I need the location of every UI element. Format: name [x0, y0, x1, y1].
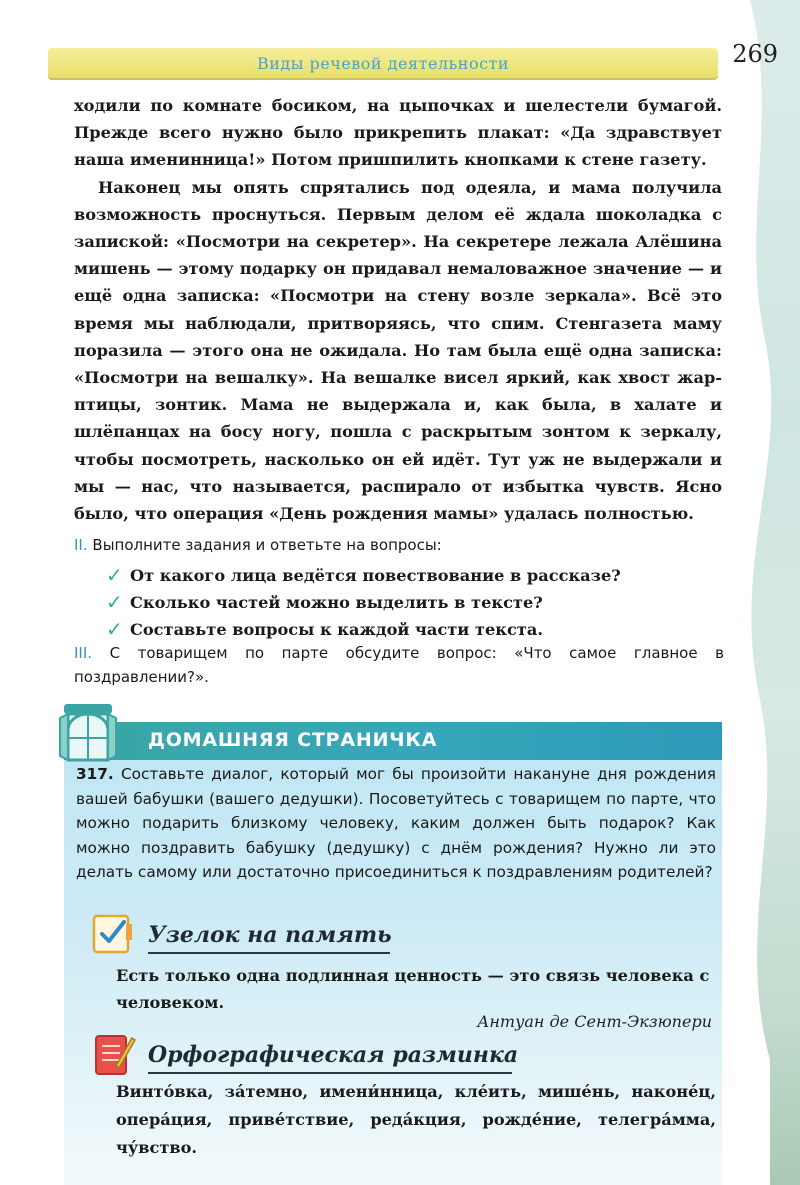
- exercise-317: [76, 762, 716, 885]
- story-paragraph: Наконец мы опять спрятались под одеяла, и мама получила возможность проснуться. Первым делом её ждала шоколадка с запиской: «Посмотри на секретер». На секретере лежала Алёшина мишень — этому подарку он придавал немаловажное значение — и ещё одна записка: «Посмотри на стену возле зеркала». Всё это время мы наблюдали, притворяясь, что спим. Стенгазета маму поразила — этого она не ожидала. Но там была ещё одна записка: «Посмотри на вешалку». На вешалке висел яркий, как хвост жар-птицы, зонтик. Мама не выдержала и, как была, в халате и шлёпанцах на босу ногу, пошла с раскрытым зонтом к зеркалу, чтобы посмотреть, насколько он ей идёт. Тут уж не выдержали и мы — нас, что называется, распирало от избытка чувств. Ясно было, что операция «День рождения мамы» удалась полностью.: [74, 177, 722, 524]
- checkmark-icon: ✓: [106, 563, 123, 587]
- ortho-word-list: Винто́вка, за́темно, имени́нница, кле́ить, мише́нь, наконе́ц, опера́ция, приве́тствие, реда́кция, рожде́ние, телегра́мма, чу́вство.: [116, 1082, 716, 1157]
- home-section-title: ДОМАШНЯЯ СТРАНИЧКА: [148, 729, 438, 751]
- section-header-title: Виды речевой деятельности: [256, 54, 510, 73]
- memory-section-title: Узелок на память: [148, 922, 392, 948]
- question-text: Составьте вопросы к каждой части текста.: [130, 620, 543, 639]
- checkmark-icon: ✓: [106, 590, 123, 614]
- task-3-numeral: III.: [74, 644, 93, 662]
- task-3-instruction: [74, 641, 724, 689]
- list-item: [106, 562, 706, 589]
- section-header-bar: [48, 48, 718, 78]
- exercise-number: 317.: [76, 765, 114, 783]
- task-2-text: Выполните задания и ответьте на вопросы:: [92, 536, 442, 554]
- memory-quote: Есть только одна подлинная ценность — это связь человека с человеком.: [116, 966, 710, 1012]
- story-paragraph: ходили по комнате босиком, на цыпочках и шелестели бумагой. Прежде всего нужно было прикрепить плакат: «Да здравствует наша именинница!» Потом пришпилить кнопками к стене газету.: [74, 96, 722, 170]
- checkmark-icon: ✓: [106, 617, 123, 641]
- exercise-text: Составьте диалог, который мог бы произойти накануне дня рождения вашей бабушки (вашего дедушки). Посоветуйтесь с товарищем по парте, что можно подарить близкому человеку, каким должен быть подарок? Как можно поздравить бабушку (дедушку) с днём рождения? Нужно ли это делать самому или достаточно присоединиться к поздравлениям родителей?: [76, 765, 716, 881]
- quote-author: Антуан де Сент-Экзюпери: [477, 1012, 712, 1031]
- page-number: 269: [732, 40, 778, 68]
- section-underline: [148, 1072, 512, 1074]
- notebook-check-icon: [90, 910, 136, 956]
- story-text: [74, 92, 722, 527]
- task-2-instruction: [74, 534, 724, 556]
- question-list: [106, 562, 706, 643]
- home-section-banner: [64, 722, 722, 760]
- list-item: [106, 616, 706, 643]
- question-text: От какого лица ведётся повествование в рассказе?: [130, 566, 621, 585]
- ortho-section-title: Орфографическая разминка: [148, 1042, 519, 1068]
- task-3-text: С товарищем по парте обсудите вопрос: «Что самое главное в поздравлении?».: [74, 644, 724, 686]
- task-2-numeral: II.: [74, 536, 88, 554]
- list-item: [106, 589, 706, 616]
- notebook-pencil-icon: [90, 1030, 136, 1078]
- window-icon: [58, 700, 118, 764]
- question-text: Сколько частей можно выделить в тексте?: [130, 593, 543, 612]
- section-underline: [148, 952, 390, 954]
- page-edge-decoration: [710, 0, 800, 1185]
